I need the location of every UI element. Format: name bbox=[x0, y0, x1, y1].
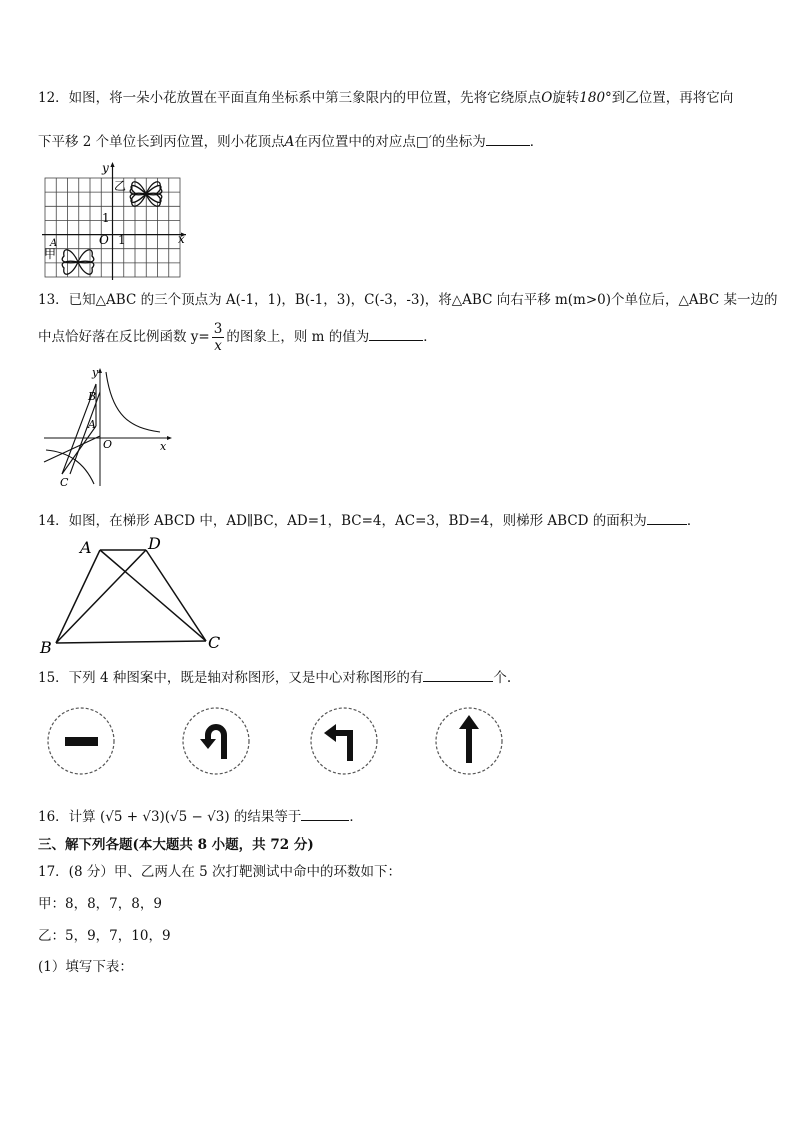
q16-line: 16．计算 (√5 + √3)(√5 − √3) 的结果等于 ． bbox=[38, 806, 363, 826]
q16-answer-blank[interactable] bbox=[301, 806, 349, 821]
q14-a-label: A bbox=[80, 538, 92, 557]
q15-answer-blank[interactable] bbox=[423, 667, 493, 682]
q14-b-label: B bbox=[40, 638, 52, 655]
q13-b-label: B bbox=[88, 390, 97, 403]
q15-line: 15．下列 4 种图案中，既是轴对称图形，又是中心对称图形的有 个. bbox=[38, 667, 511, 687]
q13-answer-blank[interactable] bbox=[369, 326, 423, 341]
q12-a-label: A bbox=[50, 238, 58, 249]
q15-signs-figure bbox=[44, 705, 514, 777]
q12-y-one: 1 bbox=[102, 211, 110, 225]
q13-line1: 13．已知△ABC 的三个顶点为 A(-1，1)，B(-1，3)，C(-3，-3)，将△ABC 向右平移 m(m>0)个单位后，△ABC 某一边的 bbox=[38, 292, 778, 308]
q13-hyperbola-figure bbox=[40, 366, 176, 490]
q12-x-label: x bbox=[178, 232, 185, 246]
section-3-heading: 三、解下列各题(本大题共 8 小题，共 72 分) bbox=[38, 837, 314, 853]
q12-jia-label: 甲 bbox=[44, 247, 57, 261]
q13-x-label: x bbox=[160, 440, 167, 453]
q12-line2: 下平移 2 个单位长到丙位置，则小花顶点A在丙位置中的对应点□′的坐标为 ． bbox=[38, 131, 543, 151]
q14-answer-blank[interactable] bbox=[647, 510, 687, 525]
q12-x-one: 1 bbox=[118, 233, 126, 247]
sign-3-circle bbox=[311, 708, 377, 774]
q12-yi-label: 乙 bbox=[114, 179, 127, 193]
q13-y-label: y bbox=[92, 366, 99, 379]
q13-a-label: A bbox=[88, 418, 96, 431]
q17-line: 17．(8 分）甲、乙两人在 5 次打靶测试中命中的环数如下： bbox=[38, 864, 401, 880]
q13-line2: 中点恰好落在反比例函数 y= $\frac{3}{x}$ 的图象上，则 m 的值为 ． bbox=[38, 321, 437, 354]
q13-fraction: $\frac{3}{x}$ bbox=[213, 321, 223, 354]
turn-left-arrow-icon bbox=[324, 724, 350, 761]
q17-sub1: (1）填写下表： bbox=[38, 959, 133, 975]
q17-jia-scores: 甲：8，8，7，8，9 bbox=[38, 896, 162, 912]
q12-grid-figure bbox=[40, 160, 190, 282]
u-turn-arrow-icon bbox=[200, 727, 224, 759]
q13-origin-label: O bbox=[103, 438, 113, 451]
q14-line: 14．如图，在梯形 ABCD 中，AD∥BC，AD=1，BC=4，AC=3，BD=4，则梯形 ABCD 的面积为 ． bbox=[38, 510, 700, 530]
q12-line1: 12．如图，将一朵小花放置在平面直角坐标系中第三象限内的甲位置，先将它绕原点O旋转180°到乙位置，再将它向 bbox=[38, 90, 734, 106]
q14-c-label: C bbox=[208, 633, 221, 652]
q14-d-label: D bbox=[148, 535, 161, 553]
q12-answer-blank[interactable] bbox=[486, 131, 530, 146]
q12-y-label: y bbox=[102, 161, 109, 175]
q12-origin-label: O bbox=[99, 233, 109, 247]
no-entry-bar-icon bbox=[65, 737, 98, 746]
q16-expression: (√5 + √3)(√5 − √3) bbox=[99, 809, 230, 825]
q13-c-label: C bbox=[60, 476, 69, 489]
q17-yi-scores: 乙：5，9，7，10，9 bbox=[38, 928, 171, 944]
straight-arrow-icon bbox=[459, 715, 479, 763]
sign-2-circle bbox=[183, 708, 249, 774]
q14-trapezoid-figure bbox=[36, 535, 226, 655]
